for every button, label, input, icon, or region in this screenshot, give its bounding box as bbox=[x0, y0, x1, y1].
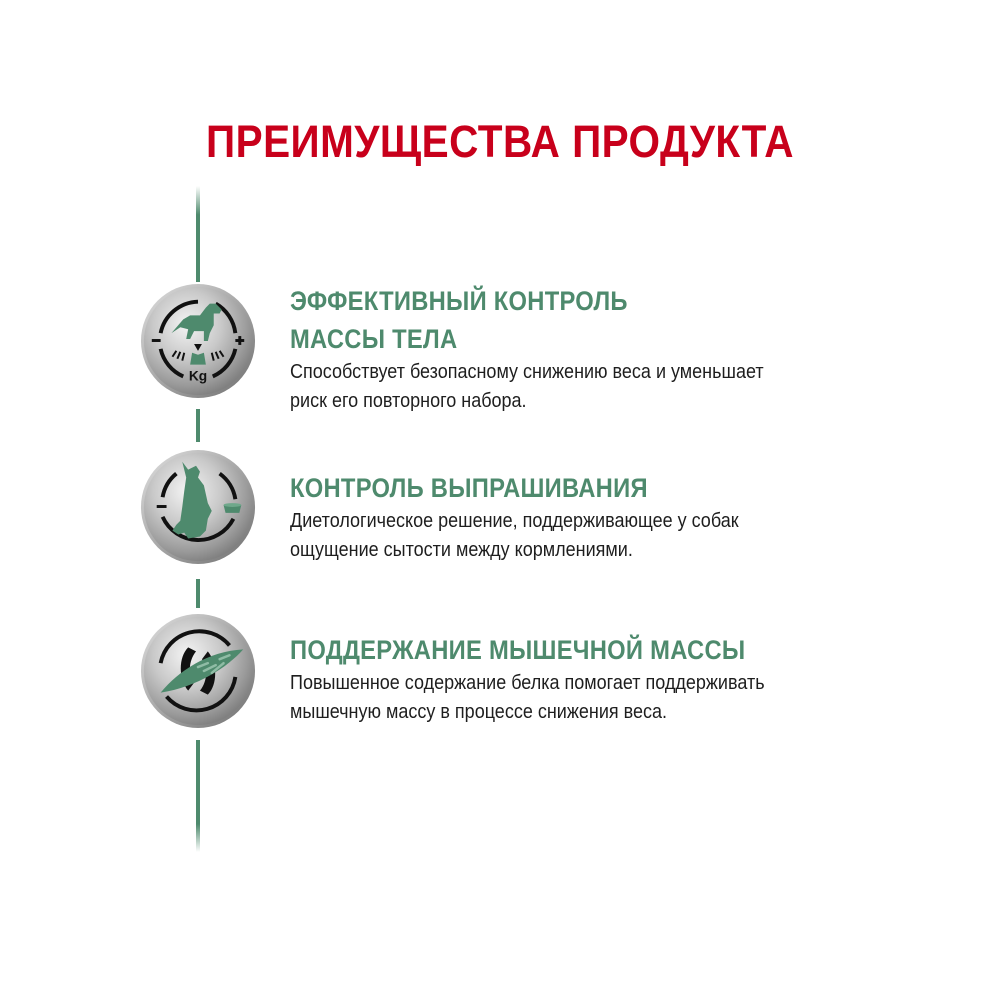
begging-dog-bowl-icon bbox=[139, 448, 257, 566]
timeline-line-segment bbox=[196, 409, 200, 442]
feature-heading: МАССЫ ТЕЛА bbox=[290, 324, 458, 354]
feature-description: Диетологическое решение, поддерживающее у собак bbox=[290, 510, 739, 532]
feature-begging-control bbox=[290, 469, 930, 565]
feature-description: Способствует безопасному снижению веса и уменьшает bbox=[290, 361, 764, 383]
feature-weight-control bbox=[290, 282, 930, 416]
timeline-line-top bbox=[196, 186, 200, 282]
timeline-line-bottom bbox=[196, 740, 200, 852]
feature-description: ощущение сытости между кормлениями. bbox=[290, 539, 633, 561]
dog-weight-scale-icon bbox=[139, 282, 257, 400]
feature-heading: КОНТРОЛЬ ВЫПРАШИВАНИЯ bbox=[290, 473, 648, 503]
svg-text:Kg: Kg bbox=[188, 368, 208, 384]
feature-heading: ПОДДЕРЖАНИЕ МЫШЕЧНОЙ МАССЫ bbox=[290, 635, 746, 665]
feature-heading: ЭФФЕКТИВНЫЙ КОНТРОЛЬ bbox=[290, 286, 628, 316]
feature-description: риск его повторного набора. bbox=[290, 390, 527, 412]
feature-description: Повышенное содержание белка помогает поддерживать bbox=[290, 672, 765, 694]
muscle-leaf-icon bbox=[139, 612, 257, 730]
feature-description: мышечную массу в процессе снижения веса. bbox=[290, 701, 668, 723]
feature-muscle-mass bbox=[290, 631, 930, 727]
page-title: ПРЕИМУЩЕСТВА ПРОДУКТА bbox=[206, 116, 794, 167]
timeline-line-segment bbox=[196, 579, 200, 608]
